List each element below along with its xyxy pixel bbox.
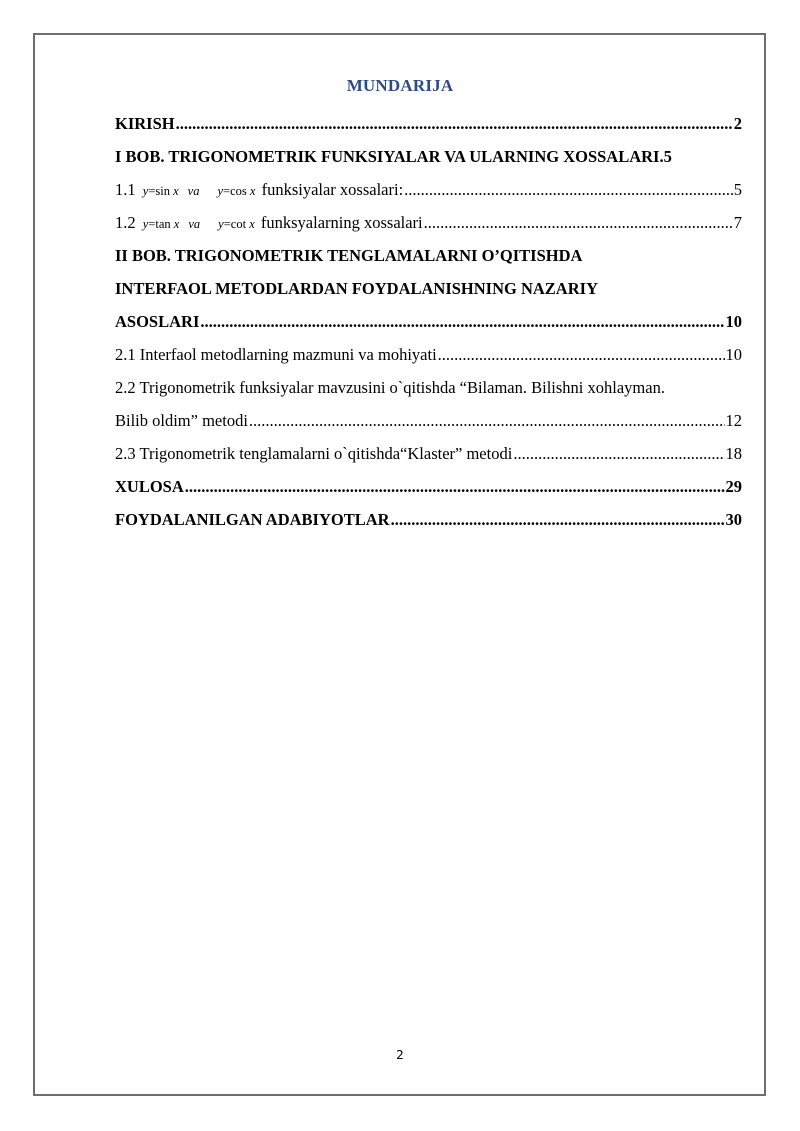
toc-entry-last-line: [115, 305, 742, 338]
toc-entry-label: 2.1 Interfaol metodlarning mazmuni va mohiyati: [115, 345, 437, 364]
dot-leader: [249, 404, 725, 437]
toc-entry-page: 18: [725, 444, 742, 463]
toc-entry-adabiyotlar[interactable]: [115, 503, 742, 536]
page-number: 2: [396, 1048, 404, 1062]
toc-entry-kirish[interactable]: [115, 107, 742, 140]
toc-entry-page: 5: [663, 147, 672, 166]
dot-leader: [513, 437, 724, 470]
toc-entry-page: 2: [733, 114, 742, 133]
toc-entry-label: 1.1 y=sin x va y=cos x funksiyalar xossalari:: [115, 180, 404, 199]
toc-entry-label: 1.2 y=tan x va y=cot x funksyalarning xossalari: [115, 213, 423, 232]
dot-leader: [424, 206, 733, 239]
dot-leader: [200, 305, 724, 338]
toc-entry-label: Bilib oldim” metodi: [115, 411, 248, 430]
toc-entry-label: 2.3 Trigonometrik tenglamalarni o`qitishda“Klaster” metodi: [115, 444, 513, 463]
dot-leader: [438, 338, 725, 371]
section-number: 1.2: [115, 213, 136, 232]
toc-entry-bob2[interactable]: [115, 239, 742, 338]
toc-entry-page: 7: [733, 213, 742, 232]
toc-title: MUNDARIJA: [346, 76, 454, 95]
toc-entry-2-2[interactable]: [115, 371, 742, 437]
dot-leader: [404, 173, 733, 206]
toc-entry-last-line: [115, 404, 742, 437]
toc-entry-label-line: II BOB. TRIGONOMETRIK TENGLAMALARNI O’QITISHDA: [115, 246, 583, 265]
formula-tan-cot: y=tan x va y=cot x: [142, 217, 255, 231]
toc-entry-label-line: 2.2 Trigonometrik funksiyalar mavzusini o`qitishda “Bilaman. Bilishni xohlayman.: [115, 378, 665, 397]
dot-leader: [185, 470, 725, 503]
toc-entry-page: 12: [725, 411, 742, 430]
toc-entry-label: KIRISH: [115, 114, 175, 133]
toc-entry-2-3[interactable]: [115, 437, 742, 470]
toc-entry-label: ASOSLARI: [115, 312, 200, 331]
toc-entry-page: 29: [725, 477, 742, 496]
dot-leader: [391, 503, 725, 536]
toc-entry-label: FOYDALANILGAN ADABIYOTLAR: [115, 510, 390, 529]
toc-entry-1-2[interactable]: [115, 206, 742, 239]
formula-sin-cos: y=sin x va y=cos x: [142, 184, 256, 198]
toc-entry-bob1[interactable]: [115, 140, 742, 173]
toc-entry-page: 5: [733, 180, 742, 199]
toc-entry-label-line: INTERFAOL METODLARDAN FOYDALANISHNING NAZARIY: [115, 279, 598, 298]
dot-leader: [176, 107, 733, 140]
toc-entry-page: 30: [725, 510, 742, 529]
toc-entry-2-1[interactable]: [115, 338, 742, 371]
toc-entry-label: XULOSA: [115, 477, 184, 496]
section-number: 1.1: [115, 180, 136, 199]
toc-entry-page: 10: [725, 345, 742, 364]
table-of-contents: [115, 107, 742, 536]
toc-entry-page: 10: [725, 312, 742, 331]
toc-entry-label: I BOB. TRIGONOMETRIK FUNKSIYALAR VA ULARNING XOSSALARI.: [115, 147, 664, 166]
toc-entry-xulosa[interactable]: [115, 470, 742, 503]
toc-entry-1-1[interactable]: [115, 173, 742, 206]
